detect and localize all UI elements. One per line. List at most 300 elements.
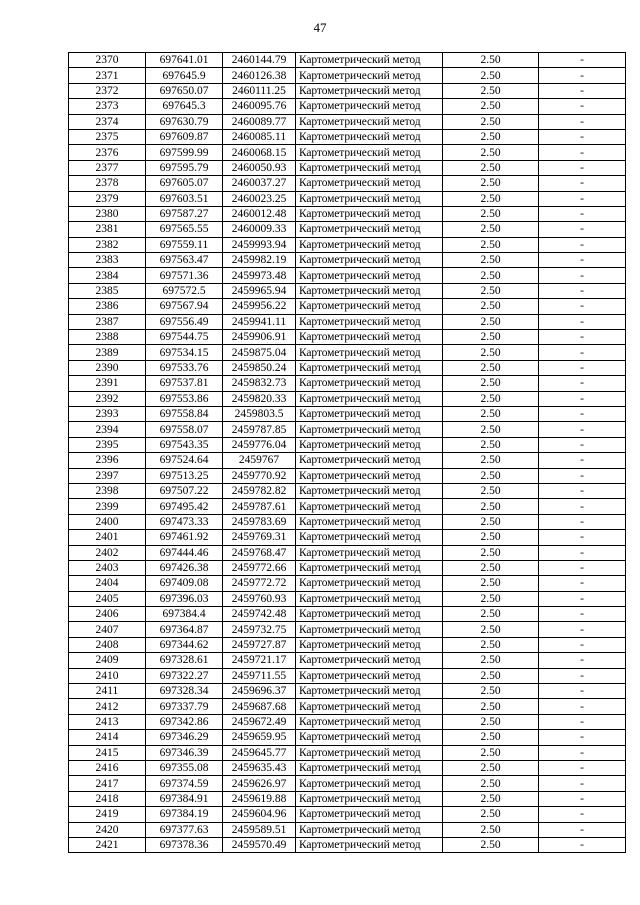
precision-cell: 2.50 [443,283,539,298]
point-number-cell: 2378 [69,176,146,191]
x-coordinate-cell: 697599.99 [146,145,223,160]
method-cell: Картометрический метод [296,468,443,483]
point-number-cell: 2390 [69,360,146,375]
note-cell: - [539,468,626,483]
note-cell: - [539,68,626,83]
precision-cell: 2.50 [443,560,539,575]
table-row [69,837,626,852]
table-row [69,222,626,237]
method-cell: Картометрический метод [296,745,443,760]
note-cell: - [539,406,626,421]
note-cell: - [539,668,626,683]
table-row [69,360,626,375]
point-number-cell: 2401 [69,530,146,545]
note-cell: - [539,760,626,775]
table-row [69,591,626,606]
method-cell: Картометрический метод [296,391,443,406]
note-cell: - [539,114,626,129]
note-cell: - [539,437,626,452]
method-cell: Картометрический метод [296,360,443,375]
precision-cell: 2.50 [443,422,539,437]
note-cell: - [539,684,626,699]
x-coordinate-cell: 697537.81 [146,376,223,391]
method-cell: Картометрический метод [296,99,443,114]
table-row [69,545,626,560]
x-coordinate-cell: 697587.27 [146,206,223,221]
method-cell: Картометрический метод [296,376,443,391]
note-cell: - [539,160,626,175]
point-number-cell: 2385 [69,283,146,298]
x-coordinate-cell: 697374.59 [146,776,223,791]
precision-cell: 2.50 [443,222,539,237]
table-row [69,406,626,421]
note-cell: - [539,99,626,114]
method-cell: Картометрический метод [296,684,443,699]
method-cell: Картометрический метод [296,453,443,468]
x-coordinate-cell: 697572.5 [146,283,223,298]
note-cell: - [539,129,626,144]
point-number-cell: 2399 [69,499,146,514]
table-row [69,437,626,452]
method-cell: Картометрический метод [296,283,443,298]
y-coordinate-cell: 2459803.5 [223,406,296,421]
precision-cell: 2.50 [443,360,539,375]
x-coordinate-cell: 697641.01 [146,53,223,68]
y-coordinate-cell: 2460095.76 [223,99,296,114]
y-coordinate-cell: 2459721.17 [223,653,296,668]
point-number-cell: 2370 [69,53,146,68]
x-coordinate-cell: 697565.55 [146,222,223,237]
y-coordinate-cell: 2459760.93 [223,591,296,606]
table-row [69,807,626,822]
y-coordinate-cell: 2460050.93 [223,160,296,175]
point-number-cell: 2398 [69,483,146,498]
y-coordinate-cell: 2459626.97 [223,776,296,791]
x-coordinate-cell: 697495.42 [146,499,223,514]
point-number-cell: 2413 [69,714,146,729]
point-number-cell: 2389 [69,345,146,360]
y-coordinate-cell: 2459832.73 [223,376,296,391]
precision-cell: 2.50 [443,637,539,652]
x-coordinate-cell: 697346.29 [146,730,223,745]
precision-cell: 2.50 [443,99,539,114]
point-number-cell: 2411 [69,684,146,699]
table-row [69,83,626,98]
method-cell: Картометрический метод [296,807,443,822]
y-coordinate-cell: 2459732.75 [223,622,296,637]
x-coordinate-cell: 697328.34 [146,684,223,699]
precision-cell: 2.50 [443,268,539,283]
y-coordinate-cell: 2459965.94 [223,283,296,298]
precision-cell: 2.50 [443,468,539,483]
note-cell: - [539,807,626,822]
coordinates-table-body [69,53,626,853]
y-coordinate-cell: 2459941.11 [223,314,296,329]
x-coordinate-cell: 697473.33 [146,514,223,529]
table-row [69,576,626,591]
y-coordinate-cell: 2460023.25 [223,191,296,206]
precision-cell: 2.50 [443,699,539,714]
note-cell: - [539,83,626,98]
table-row [69,468,626,483]
point-number-cell: 2397 [69,468,146,483]
table-row [69,483,626,498]
method-cell: Картометрический метод [296,607,443,622]
y-coordinate-cell: 2460037.27 [223,176,296,191]
point-number-cell: 2405 [69,591,146,606]
method-cell: Картометрический метод [296,160,443,175]
y-coordinate-cell: 2460089.77 [223,114,296,129]
x-coordinate-cell: 697378.36 [146,837,223,852]
note-cell: - [539,330,626,345]
method-cell: Картометрический метод [296,129,443,144]
method-cell: Картометрический метод [296,837,443,852]
y-coordinate-cell: 2459772.72 [223,576,296,591]
precision-cell: 2.50 [443,668,539,683]
y-coordinate-cell: 2459767 [223,453,296,468]
note-cell: - [539,376,626,391]
precision-cell: 2.50 [443,730,539,745]
precision-cell: 2.50 [443,822,539,837]
precision-cell: 2.50 [443,237,539,252]
x-coordinate-cell: 697377.63 [146,822,223,837]
note-cell: - [539,299,626,314]
y-coordinate-cell: 2459645.77 [223,745,296,760]
y-coordinate-cell: 2460085.11 [223,129,296,144]
x-coordinate-cell: 697544.75 [146,330,223,345]
method-cell: Картометрический метод [296,530,443,545]
precision-cell: 2.50 [443,483,539,498]
table-row [69,160,626,175]
table-row [69,206,626,221]
note-cell: - [539,776,626,791]
note-cell: - [539,791,626,806]
x-coordinate-cell: 697444.46 [146,545,223,560]
note-cell: - [539,560,626,575]
precision-cell: 2.50 [443,514,539,529]
note-cell: - [539,822,626,837]
y-coordinate-cell: 2459906.91 [223,330,296,345]
method-cell: Картометрический метод [296,68,443,83]
method-cell: Картометрический метод [296,653,443,668]
note-cell: - [539,314,626,329]
method-cell: Картометрический метод [296,345,443,360]
x-coordinate-cell: 697384.91 [146,791,223,806]
point-number-cell: 2406 [69,607,146,622]
x-coordinate-cell: 697558.84 [146,406,223,421]
method-cell: Картометрический метод [296,699,443,714]
x-coordinate-cell: 697558.07 [146,422,223,437]
note-cell: - [539,837,626,852]
y-coordinate-cell: 2459589.51 [223,822,296,837]
note-cell: - [539,545,626,560]
point-number-cell: 2383 [69,253,146,268]
point-number-cell: 2407 [69,622,146,637]
method-cell: Картометрический метод [296,776,443,791]
point-number-cell: 2380 [69,206,146,221]
table-row [69,330,626,345]
method-cell: Картометрический метод [296,591,443,606]
precision-cell: 2.50 [443,206,539,221]
method-cell: Картометрический метод [296,268,443,283]
table-row [69,237,626,252]
precision-cell: 2.50 [443,499,539,514]
y-coordinate-cell: 2459711.55 [223,668,296,683]
y-coordinate-cell: 2459820.33 [223,391,296,406]
precision-cell: 2.50 [443,253,539,268]
precision-cell: 2.50 [443,760,539,775]
coordinates-table [68,52,626,853]
table-row [69,514,626,529]
point-number-cell: 2375 [69,129,146,144]
y-coordinate-cell: 2459875.04 [223,345,296,360]
point-number-cell: 2408 [69,637,146,652]
precision-cell: 2.50 [443,653,539,668]
table-row [69,607,626,622]
note-cell: - [539,622,626,637]
x-coordinate-cell: 697559.11 [146,237,223,252]
method-cell: Картометрический метод [296,406,443,421]
point-number-cell: 2416 [69,760,146,775]
precision-cell: 2.50 [443,406,539,421]
point-number-cell: 2402 [69,545,146,560]
table-row [69,145,626,160]
x-coordinate-cell: 697513.25 [146,468,223,483]
note-cell: - [539,591,626,606]
note-cell: - [539,453,626,468]
note-cell: - [539,222,626,237]
y-coordinate-cell: 2459570.49 [223,837,296,852]
y-coordinate-cell: 2459787.85 [223,422,296,437]
point-number-cell: 2391 [69,376,146,391]
x-coordinate-cell: 697342.86 [146,714,223,729]
table-row [69,622,626,637]
table-row [69,453,626,468]
method-cell: Картометрический метод [296,714,443,729]
note-cell: - [539,268,626,283]
x-coordinate-cell: 697630.79 [146,114,223,129]
point-number-cell: 2395 [69,437,146,452]
precision-cell: 2.50 [443,607,539,622]
point-number-cell: 2419 [69,807,146,822]
method-cell: Картометрический метод [296,576,443,591]
precision-cell: 2.50 [443,622,539,637]
method-cell: Картометрический метод [296,822,443,837]
note-cell: - [539,483,626,498]
x-coordinate-cell: 697543.35 [146,437,223,452]
point-number-cell: 2403 [69,560,146,575]
x-coordinate-cell: 697461.92 [146,530,223,545]
precision-cell: 2.50 [443,160,539,175]
y-coordinate-cell: 2459768.47 [223,545,296,560]
method-cell: Картометрический метод [296,53,443,68]
y-coordinate-cell: 2460012.48 [223,206,296,221]
note-cell: - [539,360,626,375]
method-cell: Картометрический метод [296,730,443,745]
note-cell: - [539,576,626,591]
point-number-cell: 2384 [69,268,146,283]
point-number-cell: 2386 [69,299,146,314]
x-coordinate-cell: 697650.07 [146,83,223,98]
note-cell: - [539,253,626,268]
note-cell: - [539,699,626,714]
x-coordinate-cell: 697533.76 [146,360,223,375]
precision-cell: 2.50 [443,530,539,545]
point-number-cell: 2410 [69,668,146,683]
y-coordinate-cell: 2459783.69 [223,514,296,529]
precision-cell: 2.50 [443,53,539,68]
method-cell: Картометрический метод [296,145,443,160]
precision-cell: 2.50 [443,330,539,345]
y-coordinate-cell: 2459672.49 [223,714,296,729]
point-number-cell: 2372 [69,83,146,98]
x-coordinate-cell: 697603.51 [146,191,223,206]
note-cell: - [539,391,626,406]
table-row [69,714,626,729]
table-row [69,299,626,314]
table-row [69,668,626,683]
y-coordinate-cell: 2459659.95 [223,730,296,745]
x-coordinate-cell: 697328.61 [146,653,223,668]
table-row [69,530,626,545]
note-cell: - [539,206,626,221]
precision-cell: 2.50 [443,391,539,406]
x-coordinate-cell: 697595.79 [146,160,223,175]
table-row [69,99,626,114]
method-cell: Картометрический метод [296,299,443,314]
note-cell: - [539,637,626,652]
method-cell: Картометрический метод [296,545,443,560]
note-cell: - [539,514,626,529]
table-row [69,760,626,775]
precision-cell: 2.50 [443,545,539,560]
table-row [69,129,626,144]
x-coordinate-cell: 697337.79 [146,699,223,714]
table-row [69,699,626,714]
note-cell: - [539,530,626,545]
x-coordinate-cell: 697355.08 [146,760,223,775]
y-coordinate-cell: 2459850.24 [223,360,296,375]
point-number-cell: 2373 [69,99,146,114]
precision-cell: 2.50 [443,714,539,729]
point-number-cell: 2382 [69,237,146,252]
y-coordinate-cell: 2460144.79 [223,53,296,68]
table-row [69,730,626,745]
x-coordinate-cell: 697346.39 [146,745,223,760]
precision-cell: 2.50 [443,129,539,144]
table-row [69,114,626,129]
table-row [69,53,626,68]
y-coordinate-cell: 2460009.33 [223,222,296,237]
note-cell: - [539,53,626,68]
table-row [69,314,626,329]
table-row [69,637,626,652]
method-cell: Картометрический метод [296,791,443,806]
point-number-cell: 2414 [69,730,146,745]
precision-cell: 2.50 [443,591,539,606]
table-row [69,684,626,699]
y-coordinate-cell: 2459982.19 [223,253,296,268]
method-cell: Картометрический метод [296,176,443,191]
point-number-cell: 2394 [69,422,146,437]
note-cell: - [539,607,626,622]
table-row [69,176,626,191]
point-number-cell: 2374 [69,114,146,129]
method-cell: Картометрический метод [296,253,443,268]
point-number-cell: 2409 [69,653,146,668]
point-number-cell: 2392 [69,391,146,406]
precision-cell: 2.50 [443,837,539,852]
y-coordinate-cell: 2459696.37 [223,684,296,699]
x-coordinate-cell: 697645.3 [146,99,223,114]
y-coordinate-cell: 2459635.43 [223,760,296,775]
method-cell: Картометрический метод [296,668,443,683]
y-coordinate-cell: 2459687.68 [223,699,296,714]
y-coordinate-cell: 2459772.66 [223,560,296,575]
page-number: 47 [313,20,327,35]
x-coordinate-cell: 697563.47 [146,253,223,268]
table-row [69,191,626,206]
method-cell: Картометрический метод [296,637,443,652]
table-row [69,376,626,391]
x-coordinate-cell: 697384.19 [146,807,223,822]
point-number-cell: 2393 [69,406,146,421]
note-cell: - [539,145,626,160]
y-coordinate-cell: 2459604.96 [223,807,296,822]
precision-cell: 2.50 [443,176,539,191]
method-cell: Картометрический метод [296,422,443,437]
note-cell: - [539,714,626,729]
precision-cell: 2.50 [443,191,539,206]
point-number-cell: 2421 [69,837,146,852]
x-coordinate-cell: 697556.49 [146,314,223,329]
table-row [69,653,626,668]
precision-cell: 2.50 [443,684,539,699]
x-coordinate-cell: 697605.07 [146,176,223,191]
point-number-cell: 2387 [69,314,146,329]
x-coordinate-cell: 697409.08 [146,576,223,591]
precision-cell: 2.50 [443,791,539,806]
point-number-cell: 2376 [69,145,146,160]
note-cell: - [539,345,626,360]
precision-cell: 2.50 [443,299,539,314]
precision-cell: 2.50 [443,345,539,360]
point-number-cell: 2417 [69,776,146,791]
note-cell: - [539,191,626,206]
precision-cell: 2.50 [443,776,539,791]
point-number-cell: 2388 [69,330,146,345]
precision-cell: 2.50 [443,453,539,468]
x-coordinate-cell: 697571.36 [146,268,223,283]
table-row [69,422,626,437]
point-number-cell: 2420 [69,822,146,837]
point-number-cell: 2404 [69,576,146,591]
note-cell: - [539,422,626,437]
table-row [69,283,626,298]
point-number-cell: 2418 [69,791,146,806]
y-coordinate-cell: 2459973.48 [223,268,296,283]
y-coordinate-cell: 2460068.15 [223,145,296,160]
y-coordinate-cell: 2459956.22 [223,299,296,314]
table-row [69,776,626,791]
table-row [69,391,626,406]
method-cell: Картометрический метод [296,83,443,98]
point-number-cell: 2371 [69,68,146,83]
x-coordinate-cell: 697645.9 [146,68,223,83]
precision-cell: 2.50 [443,314,539,329]
x-coordinate-cell: 697534.15 [146,345,223,360]
note-cell: - [539,653,626,668]
